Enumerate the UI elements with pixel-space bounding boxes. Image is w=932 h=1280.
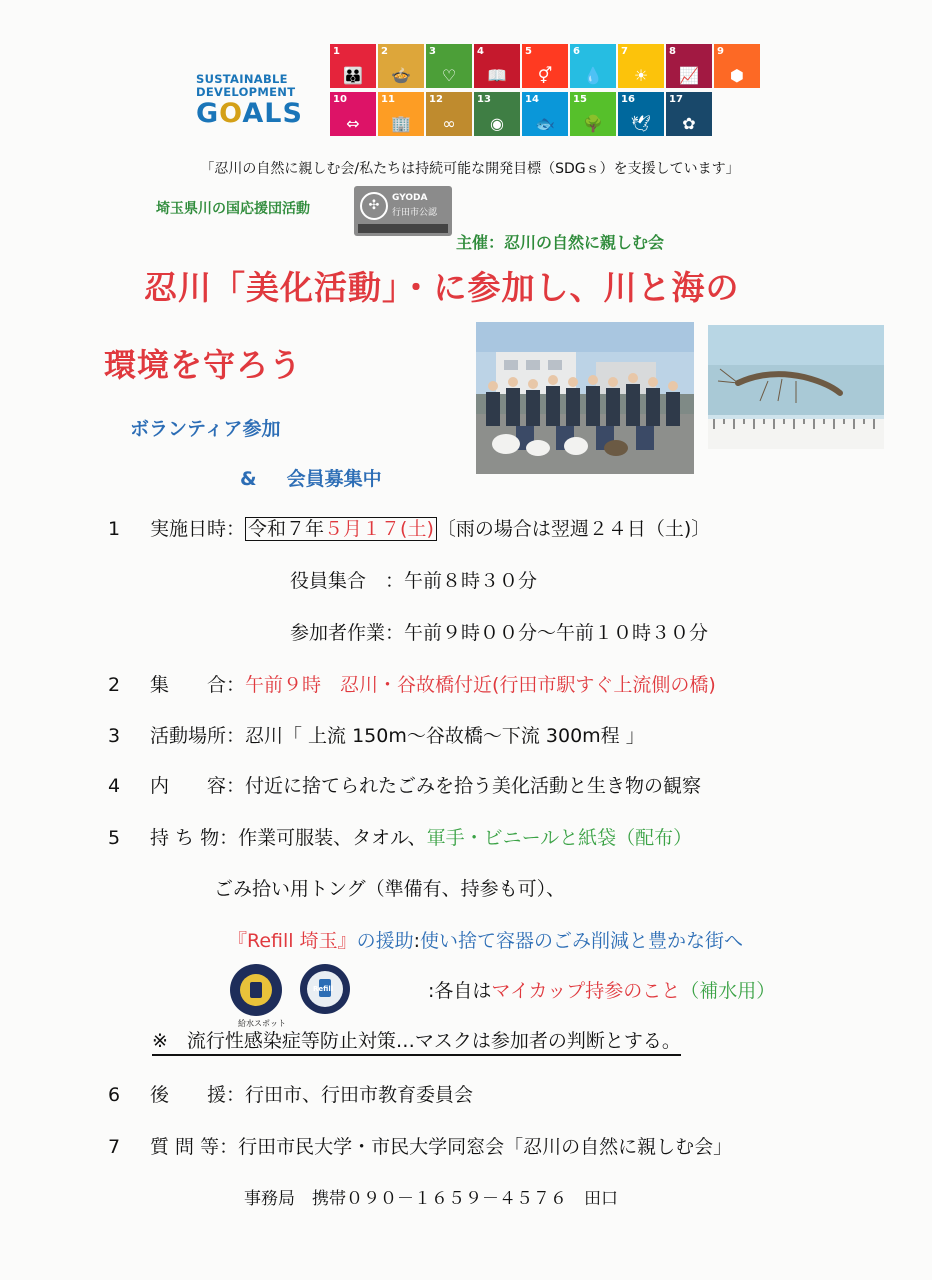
cubes-icon: ⬢ (730, 66, 744, 85)
sdg-goal-14-tile (522, 92, 568, 136)
sdg-goal-number: 12 (429, 94, 443, 105)
tongs-note: ごみ拾い用トング（準備有、持参も可）、 (214, 878, 566, 900)
eye-globe-icon: ◉ (490, 114, 504, 133)
sdg-goal-3-tile (426, 44, 472, 88)
sdg-logo-line2: DEVELOPMENT (196, 84, 296, 99)
shrimp-specimen-photo (708, 325, 884, 449)
sdg-goal-15-tile (570, 92, 616, 136)
office-contact: 事務局 携帯０９０－１６５９－４５７６ 田口 (244, 1189, 618, 1209)
sun-icon: ☀ (633, 66, 649, 85)
sdg-goal-16-tile (618, 92, 664, 136)
item-1-label: 実施日時： (150, 518, 246, 540)
member-recruit-heading: & 会員募集中 (240, 468, 382, 490)
refill-spot-badge-icon (230, 964, 282, 1016)
sdg-goal-8-tile (666, 44, 712, 88)
saitama-river-support-label: 埼玉県川の国応援団活動 (156, 201, 310, 217)
people-icon: 👪 (343, 66, 363, 85)
refill-saitama-line: 『Refill 埼玉』の援助:使い捨て容器のごみ削減と豊かな街へ (228, 930, 744, 952)
host-organization: 主催：忍川の自然に親しむ会 (456, 233, 665, 252)
sdg-goal-number: 14 (525, 94, 539, 105)
meeting-place: 午前９時 忍川・谷故橋付近(行田市駅すぐ上流側の橋) (245, 674, 716, 696)
sdg-goal-number: 2 (381, 46, 388, 57)
sdg-logo-line1: SUSTAINABLE (196, 72, 288, 86)
sdg-goal-1-tile (330, 44, 376, 88)
sdg-goal-number: 1 (333, 46, 340, 57)
my-cup-line: :各自はマイカップ持参のこと（補水用） (428, 980, 776, 1002)
sdg-goal-number: 3 (429, 46, 436, 57)
infection-notice: ※ 流行性感染症等防止対策…マスクは参加者の判断とする。 (152, 1026, 681, 1053)
sdg-goal-10-tile (330, 92, 376, 136)
bring-own-cup: マイカップ持参のこと (491, 980, 681, 1002)
event-date-box: 令和７年５月１７(土) (245, 517, 437, 541)
sdg-goal-6-tile (570, 44, 616, 88)
fish-icon: 🐟 (535, 114, 555, 133)
staff-assembly-time: 役員集合 ：午前８時３０分 (290, 570, 538, 592)
item-7-inquiries: 7 質 問 等：行田市民大学・市民大学同窓会「忍川の自然に親しむ会」 (108, 1136, 733, 1158)
tree-icon: 🌳 (583, 114, 603, 133)
sdg-goal-9-tile (714, 44, 760, 88)
sdg-goal-13-tile (474, 92, 520, 136)
infinity-icon: ∞ (442, 114, 456, 133)
participant-work-time: 参加者作業：午前９時００分～午前１０時３０分 (290, 622, 709, 644)
badge-line1: GYODA (392, 193, 428, 203)
refill-saitama-name: 『Refill 埼玉』 (228, 930, 357, 952)
sdg-support-tagline: 「忍川の自然に親しむ会/私たちは持続可能な開発目標（SDGｓ）を支援しています」 (200, 161, 740, 177)
growth-chart-icon: 📈 (679, 66, 699, 85)
sdg-goal-5-tile (522, 44, 568, 88)
sdg-goal-number: 6 (573, 46, 580, 57)
volunteer-group-photo (476, 322, 694, 474)
sdg-goal-number: 8 (669, 46, 676, 57)
sdg-goal-number: 11 (381, 94, 395, 105)
sdg-goal-11-tile (378, 92, 424, 136)
gyoda-certified-badge (354, 186, 452, 236)
refill-goal: 使い捨て容器のごみ削減と豊かな街へ (420, 930, 744, 952)
main-title-line1: 忍川「美化活動」・に参加し、川と海の (144, 268, 740, 307)
sdg-goal-number: 5 (525, 46, 532, 57)
sdg-goal-number: 9 (717, 46, 724, 57)
sdg-goal-17-tile (666, 92, 712, 136)
sdg-goal-number: 16 (621, 94, 635, 105)
sdg-logo (196, 74, 306, 127)
sdg-logo-line3: GOALS (196, 98, 303, 129)
item-2-meeting: 2 集 合：午前９時 忍川・谷故橋付近(行田市駅すぐ上流側の橋) (108, 674, 716, 696)
sdg-goal-7-tile (618, 44, 664, 88)
heartbeat-icon: ♡ (441, 66, 457, 85)
sdg-goal-12-tile (426, 92, 472, 136)
item-6-sponsors: 6 後 援：行田市、行田市教育委員会 (108, 1084, 474, 1106)
sdg-goal-grid (330, 44, 766, 140)
city-icon: 🏢 (391, 114, 411, 133)
badge-bar (358, 224, 448, 233)
item-1-number: 1 (108, 518, 121, 540)
sdg-goal-number: 4 (477, 46, 484, 57)
refill-spot-label: 給水スポット (238, 1019, 286, 1028)
sdg-goal-number: 10 (333, 94, 347, 105)
gyoda-emblem-icon: ✣ (360, 192, 388, 220)
rain-date: 〔雨の場合は翌週２４日（土)〕 (436, 518, 711, 540)
sdg-goal-4-tile (474, 44, 520, 88)
book-icon: 📖 (487, 66, 507, 85)
sdg-goal-number: 17 (669, 94, 683, 105)
sdg-goal-number: 13 (477, 94, 491, 105)
item-3-location: 3 活動場所：忍川「 上流 150m～谷故橋～下流 300m程 」 (108, 725, 645, 747)
provided-items: 軍手・ビニールと紙袋（配布） (426, 827, 693, 849)
volunteer-heading: ボランティア参加 (130, 418, 281, 440)
sdg-goal-2-tile (378, 44, 424, 88)
badge-line2: 行田市公認 (392, 208, 438, 218)
item-5-belongings: 5 持 ち 物：作業可服装、タオル、軍手・ビニールと紙袋（配布） (108, 827, 693, 849)
gender-icon: ⚥ (537, 66, 553, 85)
bowl-icon: 🍲 (391, 66, 411, 85)
item-4-content: 4 内 容：付近に捨てられたごみを拾う美化活動と生き物の観察 (108, 775, 702, 797)
equality-icon: ⇔ (346, 114, 360, 133)
item-1-date (108, 514, 710, 541)
sdg-goal-number: 15 (573, 94, 587, 105)
refill-badge-label: Refill (313, 985, 334, 993)
partnership-flower-icon: ✿ (682, 114, 696, 133)
sdg-goal-number: 7 (621, 46, 628, 57)
main-title-line2: 環境を守ろう (104, 346, 303, 384)
dove-icon: 🕊 (630, 114, 652, 133)
water-icon: 💧 (583, 66, 603, 85)
